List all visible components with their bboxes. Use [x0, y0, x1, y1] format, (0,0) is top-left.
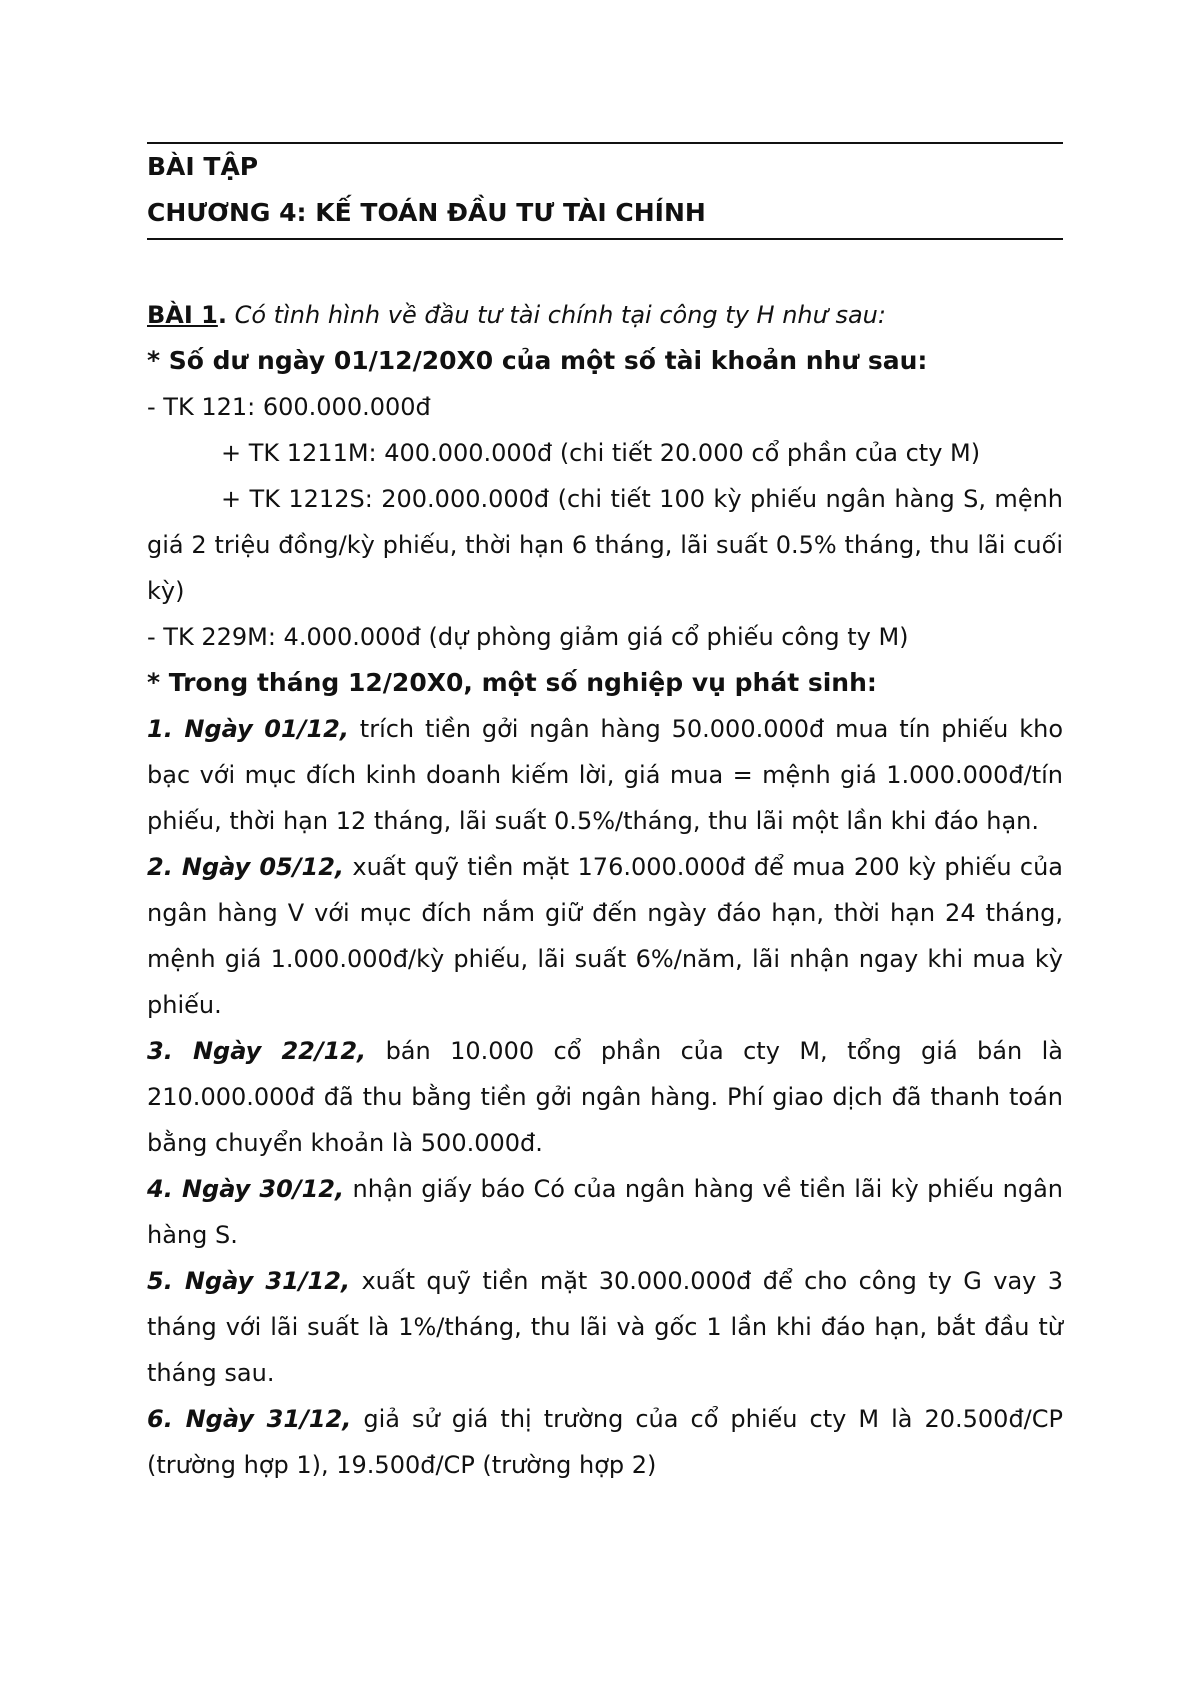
- header-line-2: CHƯƠNG 4: KẾ TOÁN ĐẦU TƯ TÀI CHÍNH: [147, 198, 706, 227]
- transaction-label: 3. Ngày 22/12,: [147, 1037, 367, 1065]
- document-page: [147, 142, 1063, 1488]
- transaction-label: 1. Ngày 01/12,: [147, 715, 349, 743]
- transaction-item: [147, 844, 1063, 1028]
- transaction-text: giả sử giá thị trường của cổ phiếu cty M là 20.500đ/CP (trường hợp 1), 19.500đ/CP (trường hợp 2): [147, 1405, 1064, 1479]
- exercise-title: BÀI 1: [147, 301, 218, 329]
- transaction-text: trích tiền gởi ngân hàng 50.000.000đ mua tín phiếu kho bạc với mục đích kinh doanh kiếm lời, giá mua = mệnh giá 1.000.000đ/tín phiếu, thời hạn 12 tháng, lãi suất 0.5%/tháng, thu lãi một lần khi đáo hạn.: [147, 715, 1064, 835]
- balance-item: - TK 121: 600.000.000đ: [147, 393, 431, 421]
- exercise-intro: [147, 292, 1063, 338]
- transaction-item: [147, 1258, 1063, 1396]
- header-line-1: BÀI TẬP: [147, 152, 259, 181]
- transactions-heading: * Trong tháng 12/20X0, một số nghiệp vụ phát sinh:: [147, 668, 877, 697]
- transaction-text: xuất quỹ tiền mặt 176.000.000đ để mua 200 kỳ phiếu của ngân hàng V với mục đích nắm giữ đến ngày đáo hạn, thời hạn 24 tháng, mệnh giá 1.000.000đ/kỳ phiếu, lãi suất 6%/năm, lãi nhận ngay khi mua kỳ phiếu.: [147, 853, 1063, 1019]
- transaction-label: 4. Ngày 30/12,: [147, 1175, 345, 1203]
- transaction-text: nhận giấy báo Có của ngân hàng về tiền lãi kỳ phiếu ngân hàng S.: [147, 1175, 1064, 1249]
- transaction-item: [147, 1166, 1063, 1258]
- transaction-label: 5. Ngày 31/12,: [147, 1267, 351, 1295]
- balance-item: - TK 229M: 4.000.000đ (dự phòng giảm giá cổ phiếu công ty M): [147, 623, 909, 651]
- transaction-item: [147, 1028, 1063, 1166]
- balance-item: + TK 1212S: 200.000.000đ (chi tiết 100 kỳ phiếu ngân hàng S, mệnh giá 2 triệu đồng/kỳ phiếu, thời hạn 6 tháng, lãi suất 0.5% tháng, thu lãi cuối kỳ): [147, 485, 1063, 605]
- balance-heading: * Số dư ngày 01/12/20X0 của một số tài khoản như sau:: [147, 346, 928, 375]
- exercise-intro-text: Có tình hình về đầu tư tài chính tại công ty H như sau:: [226, 301, 886, 329]
- transaction-text: xuất quỹ tiền mặt 30.000.000đ để cho công ty G vay 3 tháng với lãi suất là 1%/tháng, thu lãi và gốc 1 lần khi đáo hạn, bắt đầu từ tháng sau.: [147, 1267, 1063, 1387]
- exercise-title-dot: .: [217, 301, 227, 329]
- balance-item: + TK 1211M: 400.000.000đ (chi tiết 20.000 cổ phần của cty M): [221, 439, 981, 467]
- transaction-text: bán 10.000 cổ phần của cty M, tổng giá bán là 210.000.000đ đã thu bằng tiền gởi ngân hàng. Phí giao dịch đã thanh toán bằng chuyển khoản là 500.000đ.: [147, 1037, 1063, 1157]
- transaction-item: [147, 1396, 1063, 1488]
- transaction-item: [147, 706, 1063, 844]
- transaction-label: 6. Ngày 31/12,: [147, 1405, 352, 1433]
- transaction-label: 2. Ngày 05/12,: [147, 853, 345, 881]
